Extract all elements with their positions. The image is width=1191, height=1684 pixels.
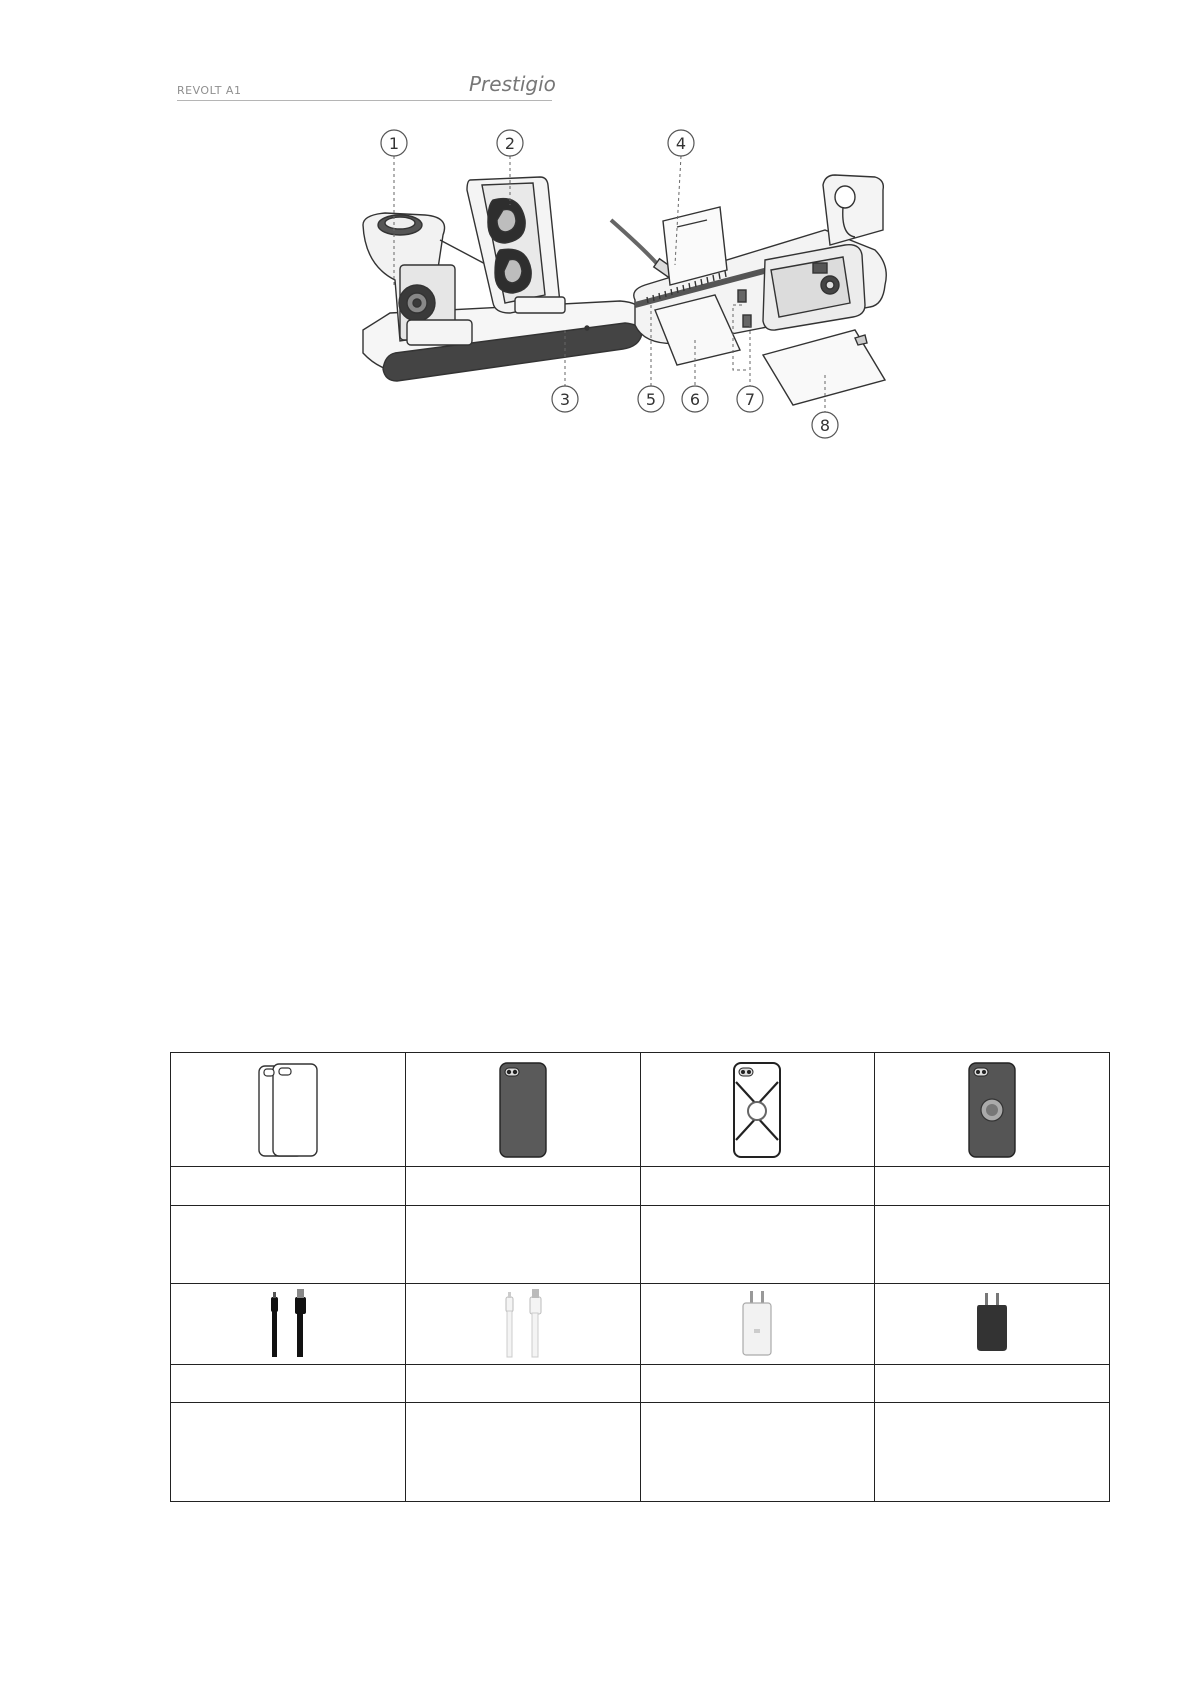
black-usb-cable-icon <box>171 1283 406 1364</box>
table-cell <box>875 1167 1110 1206</box>
table-cell <box>640 1364 875 1402</box>
table-cell <box>640 1206 875 1283</box>
svg-text:4: 4 <box>675 134 687 153</box>
svg-text:7: 7 <box>744 390 756 409</box>
svg-text:6: 6 <box>689 390 701 409</box>
callout-5 <box>638 386 664 412</box>
table-cell <box>405 1402 640 1501</box>
table-row <box>171 1364 1110 1402</box>
table-cell <box>405 1167 640 1206</box>
callout-1 <box>381 130 407 156</box>
table-cell <box>875 1402 1110 1501</box>
table-cell <box>405 1364 640 1402</box>
table-cell <box>875 1364 1110 1402</box>
svg-text:3: 3 <box>559 390 571 409</box>
table-row <box>171 1206 1110 1283</box>
callout-8 <box>812 412 838 438</box>
page-header <box>177 72 556 101</box>
white-wall-charger-icon <box>640 1283 875 1364</box>
model-name: REVOLT A1 <box>177 84 242 97</box>
callout-7 <box>737 386 763 412</box>
magnetic-ring-case-icon <box>875 1053 1110 1167</box>
callout-6 <box>682 386 708 412</box>
callout-4 <box>668 130 694 156</box>
svg-text:5: 5 <box>645 390 657 409</box>
table-cell <box>171 1167 406 1206</box>
table-row <box>171 1167 1110 1206</box>
callout-3 <box>552 386 578 412</box>
table-cell <box>171 1402 406 1501</box>
table-cell <box>171 1206 406 1283</box>
product-diagram <box>355 125 975 470</box>
black-wall-charger-icon <box>875 1283 1110 1364</box>
x-frame-case-icon <box>640 1053 875 1167</box>
table-cell <box>405 1206 640 1283</box>
table-row <box>171 1283 1110 1364</box>
black-case-icon <box>405 1053 640 1167</box>
clear-case-icon <box>171 1053 406 1167</box>
accessories-table <box>170 1052 1110 1502</box>
table-cell <box>171 1364 406 1402</box>
white-usb-cable-icon <box>405 1283 640 1364</box>
table-row <box>171 1053 1110 1167</box>
svg-text:1: 1 <box>388 134 400 153</box>
usb-cable <box>611 220 660 267</box>
table-row <box>171 1402 1110 1501</box>
callout-2 <box>497 130 523 156</box>
table-cell <box>875 1206 1110 1283</box>
table-cell <box>640 1402 875 1501</box>
brand-logo: Prestigio <box>469 72 556 96</box>
svg-text:8: 8 <box>819 416 831 435</box>
table-cell <box>640 1167 875 1206</box>
svg-text:2: 2 <box>504 134 516 153</box>
